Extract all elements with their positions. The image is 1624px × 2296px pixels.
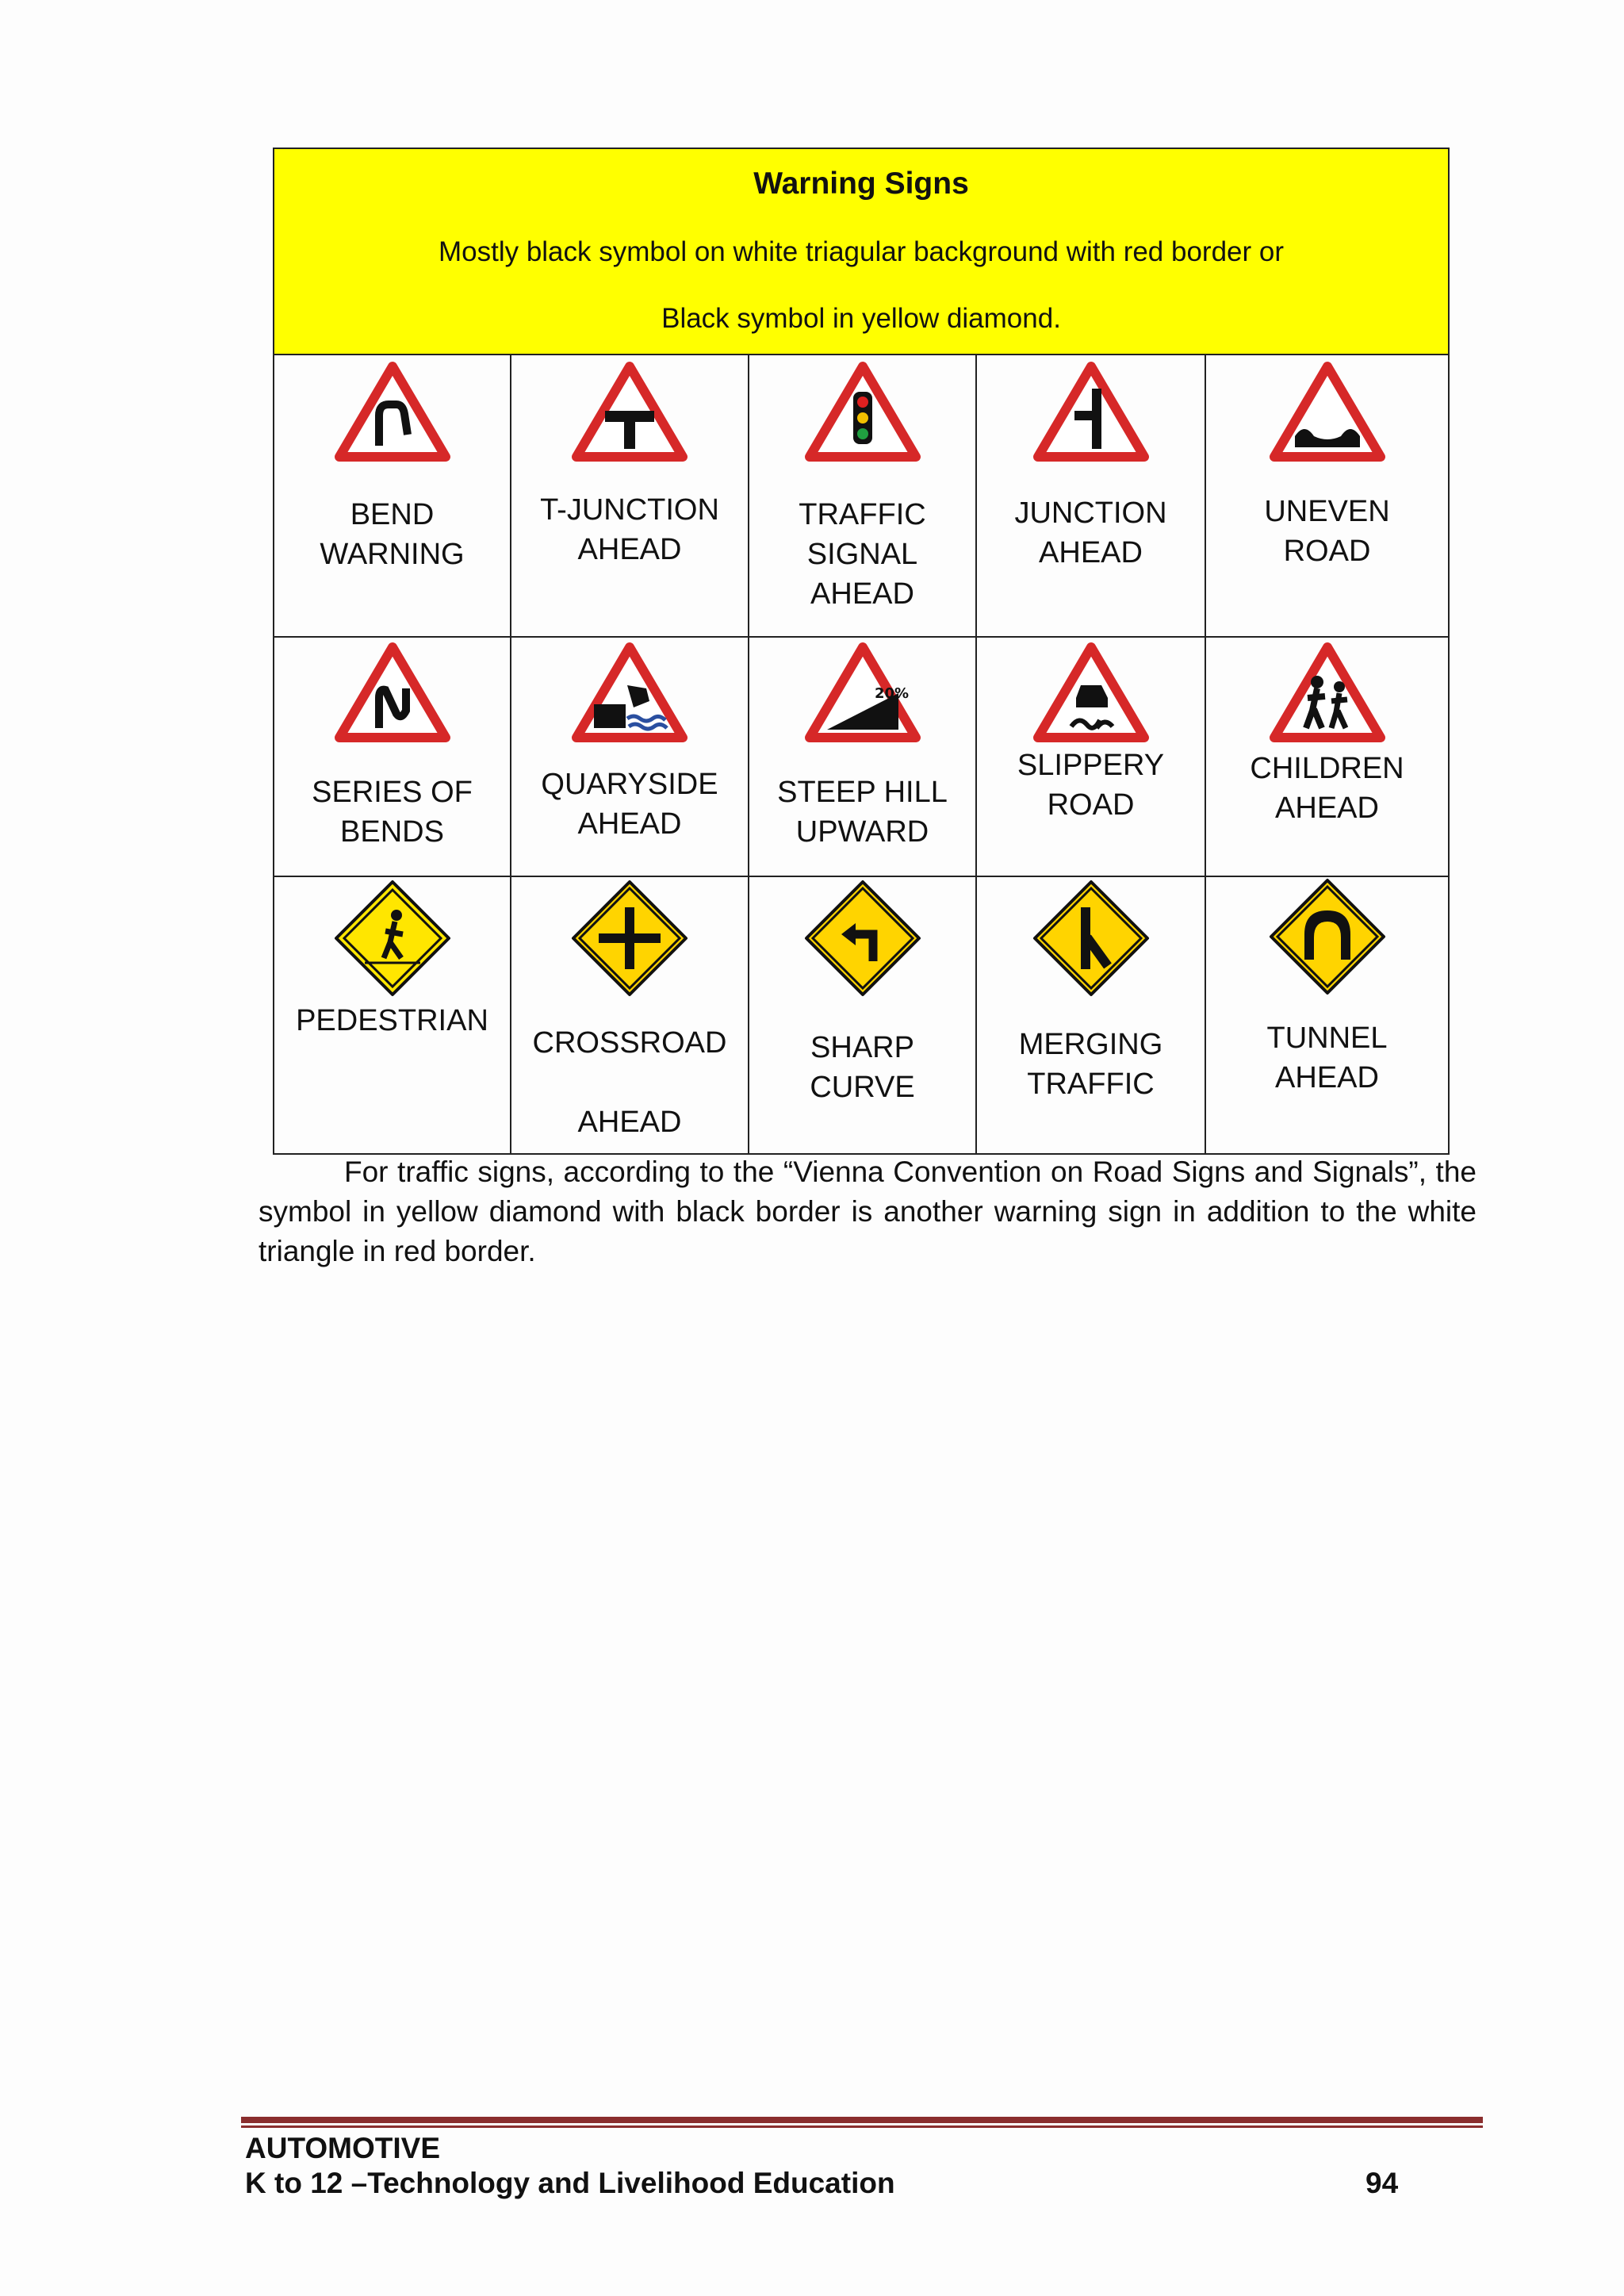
sign-cell: [1205, 876, 1449, 1154]
sign-label: STEEP HILL UPWARD: [777, 776, 948, 849]
quayside-icon: [570, 641, 689, 744]
steep-hill-grade: 20%: [874, 685, 909, 702]
footer-course: K to 12 –Technology and Livelihood Education: [245, 2167, 895, 2199]
sign-cell: [274, 876, 511, 1154]
sign-label: QUARYSIDE AHEAD: [541, 768, 718, 841]
header-line-2: Black symbol in yellow diamond.: [661, 303, 1061, 334]
merging-traffic-icon: [1032, 879, 1151, 998]
sign-label: TRAFFIC SIGNAL AHEAD: [799, 498, 926, 611]
sign-label: UNEVEN ROAD: [1264, 495, 1390, 568]
sharp-curve-icon: [803, 879, 922, 998]
sign-cell: [274, 355, 511, 637]
sign-label: SERIES OF BENDS: [312, 776, 473, 849]
footer-subject: AUTOMOTIVE: [245, 2132, 440, 2164]
sign-label: CROSSROAD AHEAD: [532, 1026, 727, 1139]
sign-label: CHILDREN AHEAD: [1250, 752, 1404, 825]
sign-cell: [511, 355, 749, 637]
sign-label: TUNNEL AHEAD: [1266, 1022, 1388, 1094]
footer-rule: [241, 2117, 1483, 2123]
sign-label: SHARP CURVE: [810, 1031, 915, 1104]
pedestrian-icon: [333, 879, 452, 998]
sign-cell: [976, 637, 1205, 876]
sign-cell: [749, 637, 976, 876]
warning-signs-table: [273, 148, 1450, 1155]
steep-hill-icon: [803, 641, 922, 744]
uneven-road-icon: [1268, 360, 1387, 463]
crossroad-icon: [570, 879, 689, 998]
footer-rule-thin: [241, 2125, 1483, 2128]
sign-label: BEND WARNING: [320, 498, 465, 571]
sign-cell: [749, 355, 976, 637]
sign-cell: [274, 637, 511, 876]
sign-label: T-JUNCTION AHEAD: [540, 493, 719, 566]
slippery-road-icon: [1032, 641, 1151, 744]
sign-label: SLIPPERY ROAD: [1017, 749, 1165, 822]
traffic-light-icon: [803, 360, 922, 463]
junction-icon: [1032, 360, 1151, 463]
sign-cell: [511, 637, 749, 876]
tunnel-icon: [1268, 877, 1387, 996]
sign-cell: [1205, 637, 1449, 876]
sign-label: PEDESTRIAN: [296, 1004, 488, 1037]
sign-cell: [511, 876, 749, 1154]
t-junction-icon: [570, 360, 689, 463]
paragraph-text: For traffic signs, according to the “Vienna Convention on Road Signs and Signals”, the symbol in yellow diamond with black border is another warning sign in addition to the white triangle in red border.: [259, 1156, 1477, 1267]
table-title: Warning Signs: [753, 167, 969, 201]
sign-label: JUNCTION AHEAD: [1014, 496, 1167, 569]
table-header: [274, 148, 1449, 355]
sign-label: MERGING TRAFFIC: [1018, 1028, 1163, 1101]
page-number: 94: [1365, 2167, 1399, 2199]
sign-cell: [1205, 355, 1449, 637]
explanation-paragraph: [259, 1152, 1477, 1271]
sign-cell: [976, 876, 1205, 1154]
sign-cell: [749, 876, 976, 1154]
header-line-1: Mostly black symbol on white triagular background with red border or: [438, 236, 1285, 267]
bend-warning-icon: [333, 360, 452, 463]
children-icon: [1268, 641, 1387, 744]
series-of-bends-icon: [333, 641, 452, 744]
sign-cell: [976, 355, 1205, 637]
